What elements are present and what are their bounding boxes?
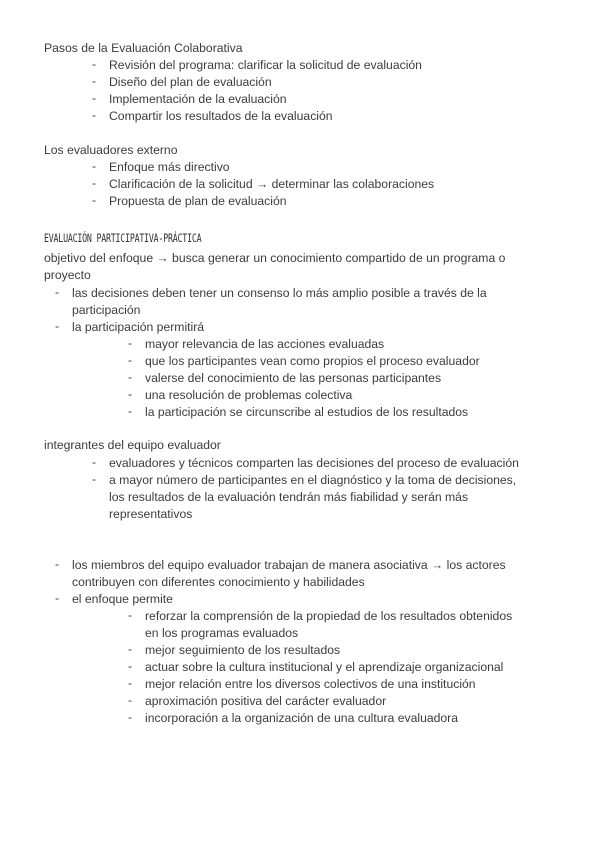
list-item: Propuesta de plan de evaluación xyxy=(109,194,287,208)
list-item-continuation: representativos xyxy=(109,507,193,521)
intro-text: objetivo del enfoque → busca generar un conocimiento compartido de un programa o xyxy=(44,251,506,265)
list-item: a mayor número de participantes en el diagnóstico y la toma de decisiones, xyxy=(109,473,517,487)
bullet-dash: - xyxy=(92,74,97,88)
list-item-continuation: los resultados de la evaluación tendrán más fiabilidad y serán más xyxy=(109,490,469,504)
bullet-dash: - xyxy=(92,472,97,486)
list-item: los miembros del equipo evaluador trabajan de manera asociativa → los actores xyxy=(72,558,506,572)
bullet-dash: - xyxy=(128,370,133,384)
list-item: Implementación de la evaluación xyxy=(109,92,287,106)
bullet-dash: - xyxy=(55,285,60,299)
sub-list-item: una resolución de problemas colectiva xyxy=(145,388,353,402)
list-item-continuation: contribuyen con diferentes conocimiento y habilidades xyxy=(72,575,365,589)
bullet-dash: - xyxy=(128,642,133,656)
bullet-dash: - xyxy=(128,608,133,622)
bullet-dash: - xyxy=(128,336,133,350)
list-item: el enfoque permite xyxy=(72,592,173,606)
sub-list-item: actuar sobre la cultura institucional y el aprendizaje organizacional xyxy=(145,660,504,674)
sub-list-item: que los participantes vean como propios el proceso evaluador xyxy=(145,354,480,368)
bullet-dash: - xyxy=(92,176,97,190)
list-item: Diseño del plan de evaluación xyxy=(109,75,272,89)
bullet-dash: - xyxy=(128,710,133,724)
sub-list-item: mayor relevancia de las acciones evaluadas xyxy=(145,337,385,351)
section-title: integrantes del equipo evaluador xyxy=(44,438,221,452)
section-heading: EVALUACIÓN PARTICIPATIVA-PRÁCTICA xyxy=(44,231,202,245)
list-item: Compartir los resultados de la evaluación xyxy=(109,109,333,123)
bullet-dash: - xyxy=(55,319,60,333)
bullet-dash: - xyxy=(55,557,60,571)
list-item: Revisión del programa: clarificar la solicitud de evaluación xyxy=(109,58,422,72)
intro-text: proyecto xyxy=(44,268,91,282)
bullet-dash: - xyxy=(92,91,97,105)
bullet-dash: - xyxy=(92,193,97,207)
bullet-dash: - xyxy=(128,387,133,401)
list-item: Clarificación de la solicitud → determinar las colaboraciones xyxy=(109,177,435,191)
bullet-dash: - xyxy=(92,159,97,173)
bullet-dash: - xyxy=(92,108,97,122)
bullet-dash: - xyxy=(128,659,133,673)
sub-list-item: mejor seguimiento de los resultados xyxy=(145,643,341,657)
bullet-dash: - xyxy=(128,404,133,418)
bullet-dash: - xyxy=(92,455,97,469)
sub-list-item: aproximación positiva del carácter evaluador xyxy=(145,694,387,708)
section-title: Los evaluadores externo xyxy=(44,143,178,157)
sub-list-item: incorporación a la organización de una cultura evaluadora xyxy=(145,711,459,725)
list-item-continuation: participación xyxy=(72,303,141,317)
bullet-dash: - xyxy=(92,57,97,71)
sub-list-item: mejor relación entre los diversos colectivos de una institución xyxy=(145,677,476,691)
list-item: la participación permitirá xyxy=(72,320,205,334)
bullet-dash: - xyxy=(128,693,133,707)
bullet-dash: - xyxy=(128,353,133,367)
sub-list-item-continuation: en los programas evaluados xyxy=(145,626,299,640)
list-item: las decisiones deben tener un consenso lo más amplio posible a través de la xyxy=(72,286,487,300)
bullet-dash: - xyxy=(55,591,60,605)
bullet-dash: - xyxy=(128,676,133,690)
sub-list-item: valerse del conocimiento de las personas participantes xyxy=(145,371,442,385)
section-title: Pasos de la Evaluación Colaborativa xyxy=(44,41,243,55)
list-item: evaluadores y técnicos comparten las decisiones del proceso de evaluación xyxy=(109,456,519,470)
sub-list-item: reforzar la comprensión de la propiedad de los resultados obtenidos xyxy=(145,609,513,623)
list-item: Enfoque más directivo xyxy=(109,160,230,174)
sub-list-item: la participación se circunscribe al estudios de los resultados xyxy=(145,405,469,419)
